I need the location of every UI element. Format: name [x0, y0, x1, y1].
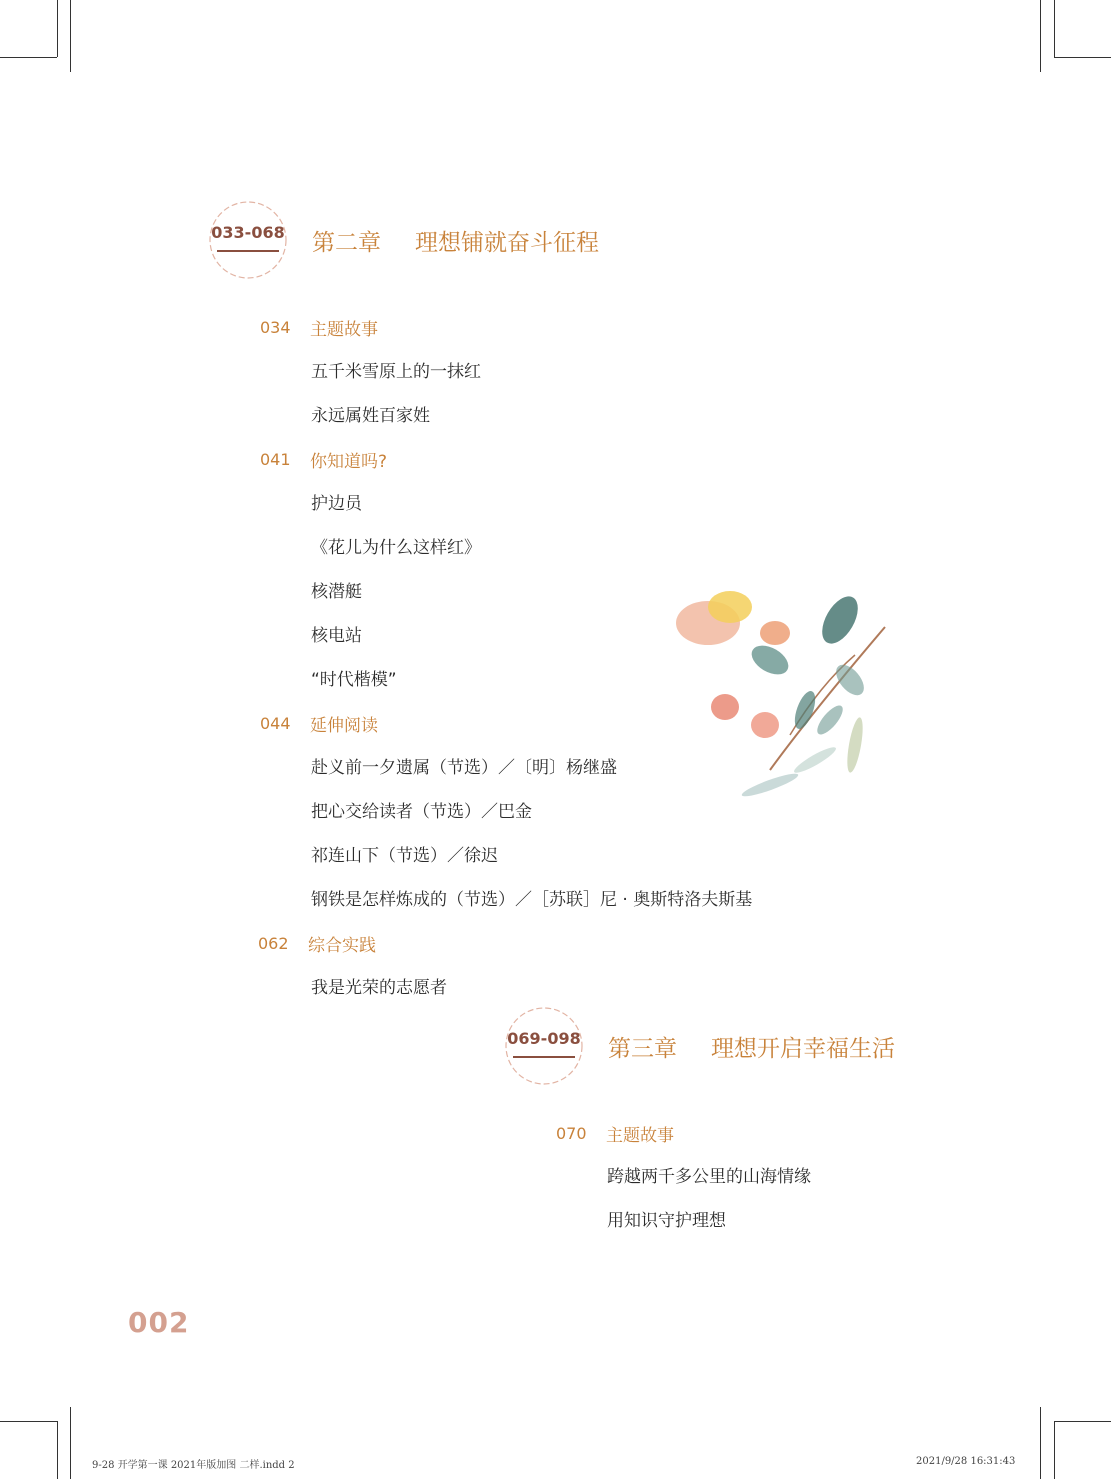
- toc-entry[interactable]: 把心交给读者（节选）／巴金: [311, 802, 532, 822]
- crop-mark: [70, 0, 71, 72]
- crop-mark: [1040, 0, 1041, 72]
- page-number: 002: [128, 1306, 190, 1339]
- toc-entry[interactable]: 五千米雪原上的一抹红: [311, 362, 481, 382]
- toc-entry[interactable]: “时代楷模”: [311, 670, 397, 690]
- crop-mark: [1054, 1421, 1055, 1479]
- toc-entry[interactable]: 祁连山下（节选）／徐迟: [311, 846, 498, 866]
- crop-mark: [70, 1407, 71, 1479]
- crop-mark: [57, 1421, 58, 1479]
- chapter-number: 第三章: [608, 1035, 677, 1062]
- chapter-range-badge: [206, 198, 290, 282]
- section-page-number: 070: [556, 1124, 587, 1143]
- file-slug: 9-28 开学第一课 2021年版加图 二样.indd 2: [92, 1460, 295, 1471]
- crop-mark: [1040, 1407, 1041, 1479]
- toc-entry[interactable]: 核电站: [311, 626, 362, 646]
- toc-section: [260, 447, 387, 472]
- chapter-header: [502, 1004, 895, 1088]
- section-title[interactable]: 主题故事: [606, 1126, 674, 1146]
- section-title[interactable]: 你知道吗?: [310, 452, 388, 472]
- chapter-range-badge: [502, 1004, 586, 1088]
- section-page-number: 062: [258, 934, 289, 953]
- crop-mark: [0, 1421, 57, 1422]
- badge-underline: [513, 1056, 575, 1058]
- chapter-header: [206, 198, 599, 282]
- toc-entry[interactable]: 《花儿为什么这样红》: [311, 538, 481, 558]
- badge-underline: [217, 250, 279, 252]
- timestamp-slug: 2021/9/28 16:31:43: [916, 1456, 1016, 1467]
- section-title[interactable]: 主题故事: [310, 320, 378, 340]
- section-title[interactable]: 延伸阅读: [310, 716, 378, 736]
- toc-entry[interactable]: 核潜艇: [311, 582, 362, 602]
- toc-section: [260, 711, 378, 736]
- crop-mark: [1054, 57, 1111, 58]
- toc-entry[interactable]: 护边员: [311, 494, 362, 514]
- toc-entry[interactable]: 钢铁是怎样炼成的（节选）／［苏联］尼 · 奥斯特洛夫斯基: [311, 890, 753, 910]
- chapter-range: 069-098: [507, 1029, 581, 1048]
- section-title[interactable]: 综合实践: [308, 936, 376, 956]
- section-page-number: 044: [260, 714, 291, 733]
- toc-entry[interactable]: 跨越两千多公里的山海情缘: [607, 1167, 811, 1187]
- toc-entry[interactable]: 永远属姓百家姓: [311, 406, 430, 426]
- toc-entry[interactable]: 赴义前一夕遗属（节选）／〔明〕杨继盛: [311, 758, 617, 778]
- section-page-number: 034: [260, 318, 291, 337]
- section-page-number: 041: [260, 450, 291, 469]
- chapter-range: 033-068: [211, 223, 285, 242]
- watercolor-flower-illustration: [670, 585, 900, 825]
- crop-mark: [1054, 1421, 1111, 1422]
- crop-mark: [57, 0, 58, 57]
- toc-section: [258, 931, 376, 956]
- chapter-title: 理想开启幸福生活: [711, 1035, 895, 1062]
- crop-mark: [1054, 0, 1055, 57]
- toc-section: [556, 1121, 674, 1146]
- chapter-number: 第二章: [312, 229, 381, 256]
- toc-section: [260, 315, 378, 340]
- crop-mark: [0, 57, 57, 58]
- toc-entry[interactable]: 用知识守护理想: [607, 1211, 726, 1231]
- chapter-title: 理想铺就奋斗征程: [415, 229, 599, 256]
- toc-entry[interactable]: 我是光荣的志愿者: [311, 978, 447, 998]
